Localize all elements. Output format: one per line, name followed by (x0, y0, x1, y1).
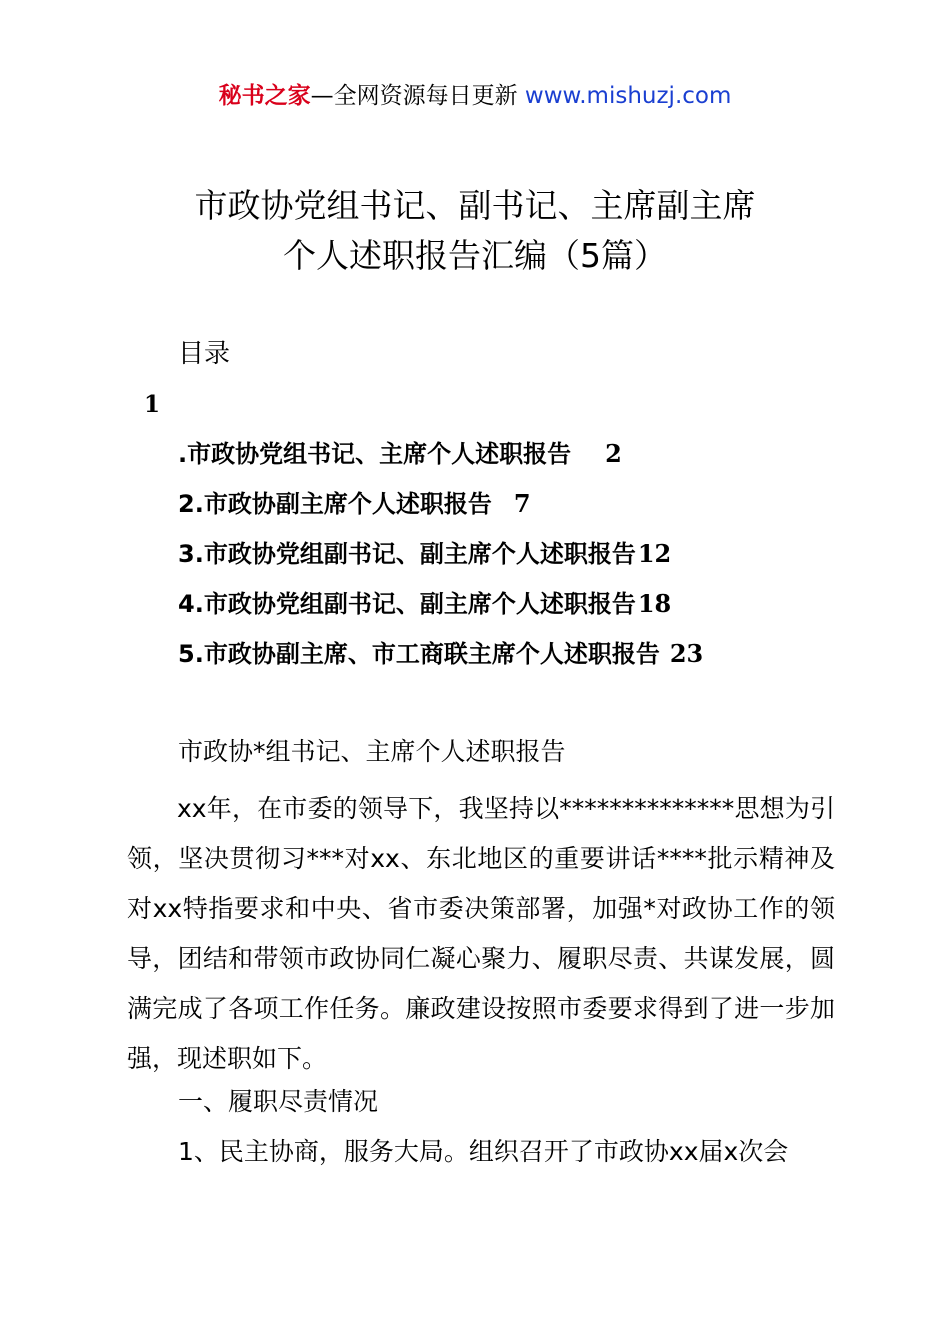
toc-item-text: 2.市政协副主席个人述职报告 (178, 490, 492, 518)
toc-item-page: 23 (669, 639, 704, 668)
document-title-line2: 个人述职报告汇编（5篇） (283, 236, 667, 275)
site-url[interactable]: www.mishuzj.com (524, 83, 732, 109)
toc-item-text: 4.市政协党组副书记、副主席个人述职报告 (178, 590, 636, 618)
site-header (0, 80, 950, 112)
brand-name: 秘书之家 (218, 83, 311, 109)
intro-paragraph: xx年，在市委的领导下，我坚持以**************思想为引领，坚决贯彻习***对xx、东北地区的重要讲话****批示精神及对xx特指要求和中央、省市委决策部署，加强*对政协工作的领导，团结和带领市政协同仁凝心聚力、履职尽责、共谋发展，圆满完成了各项工作任务。廉政建设按照市委要求得到了进一步加强，现述职如下。 (127, 794, 835, 1073)
toc-item-2[interactable] (178, 487, 531, 521)
toc-item-3[interactable] (178, 537, 671, 571)
toc-item-4[interactable] (178, 587, 671, 621)
toc-item-page: 18 (637, 589, 672, 618)
toc-item-page: 7 (513, 489, 531, 518)
section-body (127, 784, 835, 1084)
toc-item-text: 5.市政协副主席、市工商联主席个人述职报告 (178, 640, 660, 668)
document-title-line1: 市政协党组书记、副书记、主席副主席 (194, 186, 756, 225)
header-tagline: 全网资源每日更新 (333, 83, 518, 109)
heading-level1: 一、履职尽责情况 (178, 1087, 379, 1116)
toc-label: 目录 (178, 339, 231, 369)
toc-item-page: 12 (637, 539, 672, 568)
toc-lead-number: 1 (144, 391, 161, 418)
toc-item-text: .市政协党组书记、主席个人述职报告 (178, 440, 572, 468)
toc-item-1[interactable] (178, 437, 622, 471)
toc-item-text: 3.市政协党组副书记、副主席个人述职报告 (178, 540, 636, 568)
numbered-item-1: 1、民主协商，服务大局。组织召开了市政协xx届x次会 (178, 1137, 789, 1166)
header-dash: — (310, 83, 334, 109)
section-title: 市政协*组书记、主席个人述职报告 (178, 737, 566, 766)
toc-item-page: 2 (605, 439, 622, 468)
toc-item-5[interactable] (178, 637, 703, 671)
